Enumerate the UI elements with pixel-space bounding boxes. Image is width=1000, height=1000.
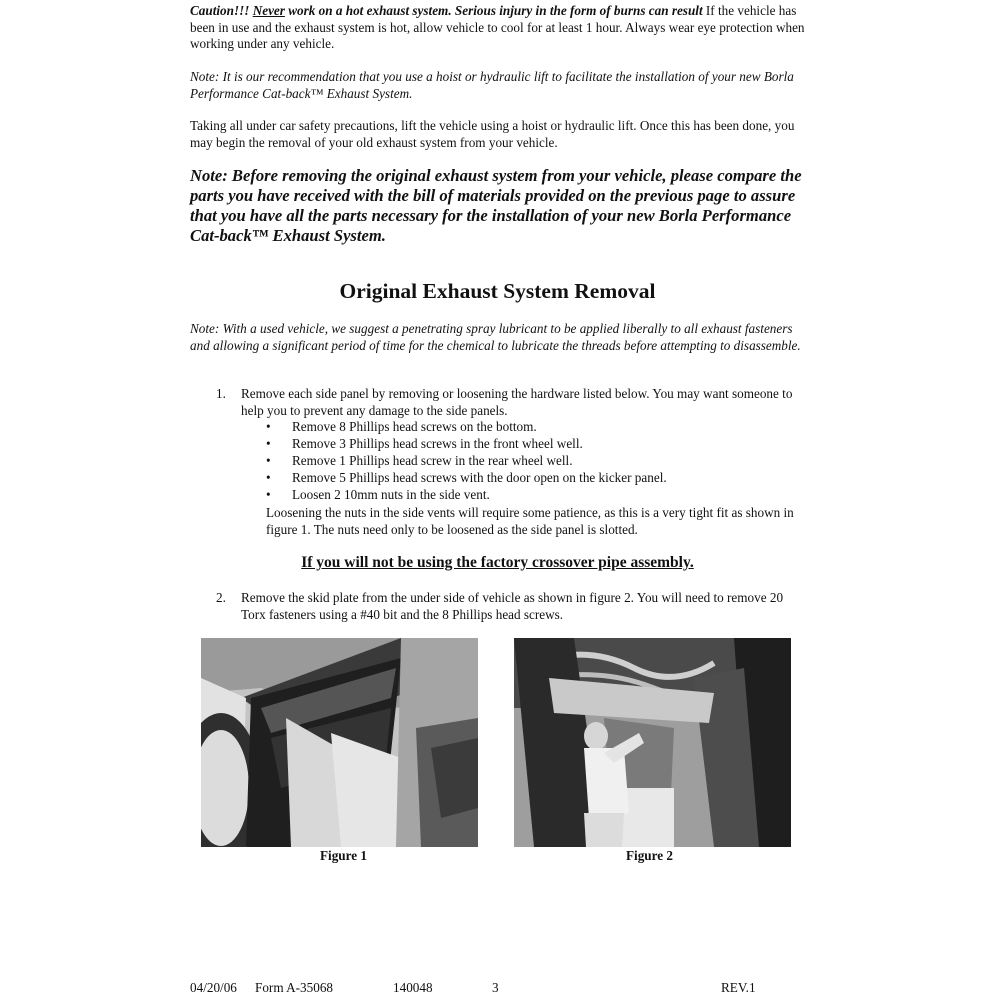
- list-item-text: Remove 8 Phillips head screws on the bottom.: [292, 419, 537, 434]
- caution-never: Never: [252, 3, 285, 18]
- caution-lead: Caution!!!: [190, 3, 253, 18]
- bullet-icon: •: [266, 453, 271, 468]
- bullet-icon: •: [266, 487, 271, 502]
- list-item: [266, 470, 786, 487]
- bullet-icon: •: [266, 470, 271, 485]
- list-item-text: Remove 1 Phillips head screw in the rear wheel well.: [292, 453, 573, 468]
- footer-form-number: Form A-35068: [255, 980, 334, 995]
- caution-bold-text: work on a hot exhaust system. Serious injury in the form of burns can result: [284, 3, 703, 18]
- bullet-icon: •: [266, 419, 271, 434]
- list-item-text: Remove 3 Phillips head screws in the front wheel well.: [292, 436, 583, 451]
- crossover-subheading: [190, 554, 805, 572]
- list-item-text: Remove 5 Phillips head screws with the door open on the kicker panel.: [292, 470, 667, 485]
- step-2: [216, 590, 806, 624]
- footer-date: 04/20/06: [190, 980, 237, 995]
- lubricant-note: Note: With a used vehicle, we suggest a penetrating spray lubricant to be applied liberally to all exhaust fasteners and allowing a significant period of time for the chemical to lubricate the threads before attempting to disassemble.: [190, 321, 801, 353]
- list-item: [266, 453, 786, 470]
- page-number: 3: [492, 980, 499, 995]
- figure-1-photo: [201, 638, 478, 847]
- footer-revision: REV.1: [721, 980, 756, 995]
- step-1: [216, 386, 806, 420]
- figure-2-photo: [514, 638, 791, 847]
- safety-precautions-paragraph: Taking all under car safety precautions, lift the vehicle using a hoist or hydraulic lift. Once this has been done, you may begin the removal of your old exhaust system from your vehicle.: [190, 118, 795, 150]
- caution-paragraph: [190, 3, 805, 53]
- step-number: 2.: [216, 590, 226, 605]
- bill-of-materials-note: Note: Before removing the original exhaust system from your vehicle, please compare the parts you have received with the bill of materials provided on the previous page to assure that you have all the parts necessary for the installation of your new Borla Performance Cat-back™ Exhaust System.: [190, 166, 802, 245]
- list-item: [266, 419, 786, 436]
- footer-part-number: 140048: [393, 980, 433, 995]
- step-number: 1.: [216, 386, 226, 401]
- hardware-list: [266, 419, 786, 504]
- figure-1-caption: Figure 1: [319, 848, 367, 863]
- loosening-paragraph: Loosening the nuts in the side vents will require some patience, as this is a very tight fit as shown in figure 1. The nuts need only to be loosened as the side panel is slotted.: [266, 505, 794, 537]
- bullet-icon: •: [266, 436, 271, 451]
- step-text: Remove each side panel by removing or loosening the hardware listed below. You may want someone to help you to prevent any damage to the side panels.: [241, 386, 793, 418]
- list-item: [266, 436, 786, 453]
- step-text: Remove the skid plate from the under side of vehicle as shown in figure 2. You will need to remove 20 Torx fasteners using a #40 bit and the 8 Phillips head screws.: [241, 590, 784, 622]
- hoist-recommendation-note: Note: It is our recommendation that you use a hoist or hydraulic lift to facilitate the installation of your new Borla Performance Cat-back™ Exhaust System.: [190, 69, 794, 101]
- list-item: [266, 487, 786, 504]
- section-heading: Original Exhaust System Removal: [339, 279, 656, 303]
- crossover-subheading-text: If you will not be using the factory crossover pipe assembly.: [301, 554, 694, 571]
- caution-plain-text: If the vehicle has been in use and the exhaust system is hot, allow vehicle to cool for at least 1 hour. Always wear eye protection when working under any vehicle.: [190, 3, 805, 51]
- figure-2-caption: Figure 2: [625, 848, 673, 863]
- list-item-text: Loosen 2 10mm nuts in the side vent.: [292, 487, 490, 502]
